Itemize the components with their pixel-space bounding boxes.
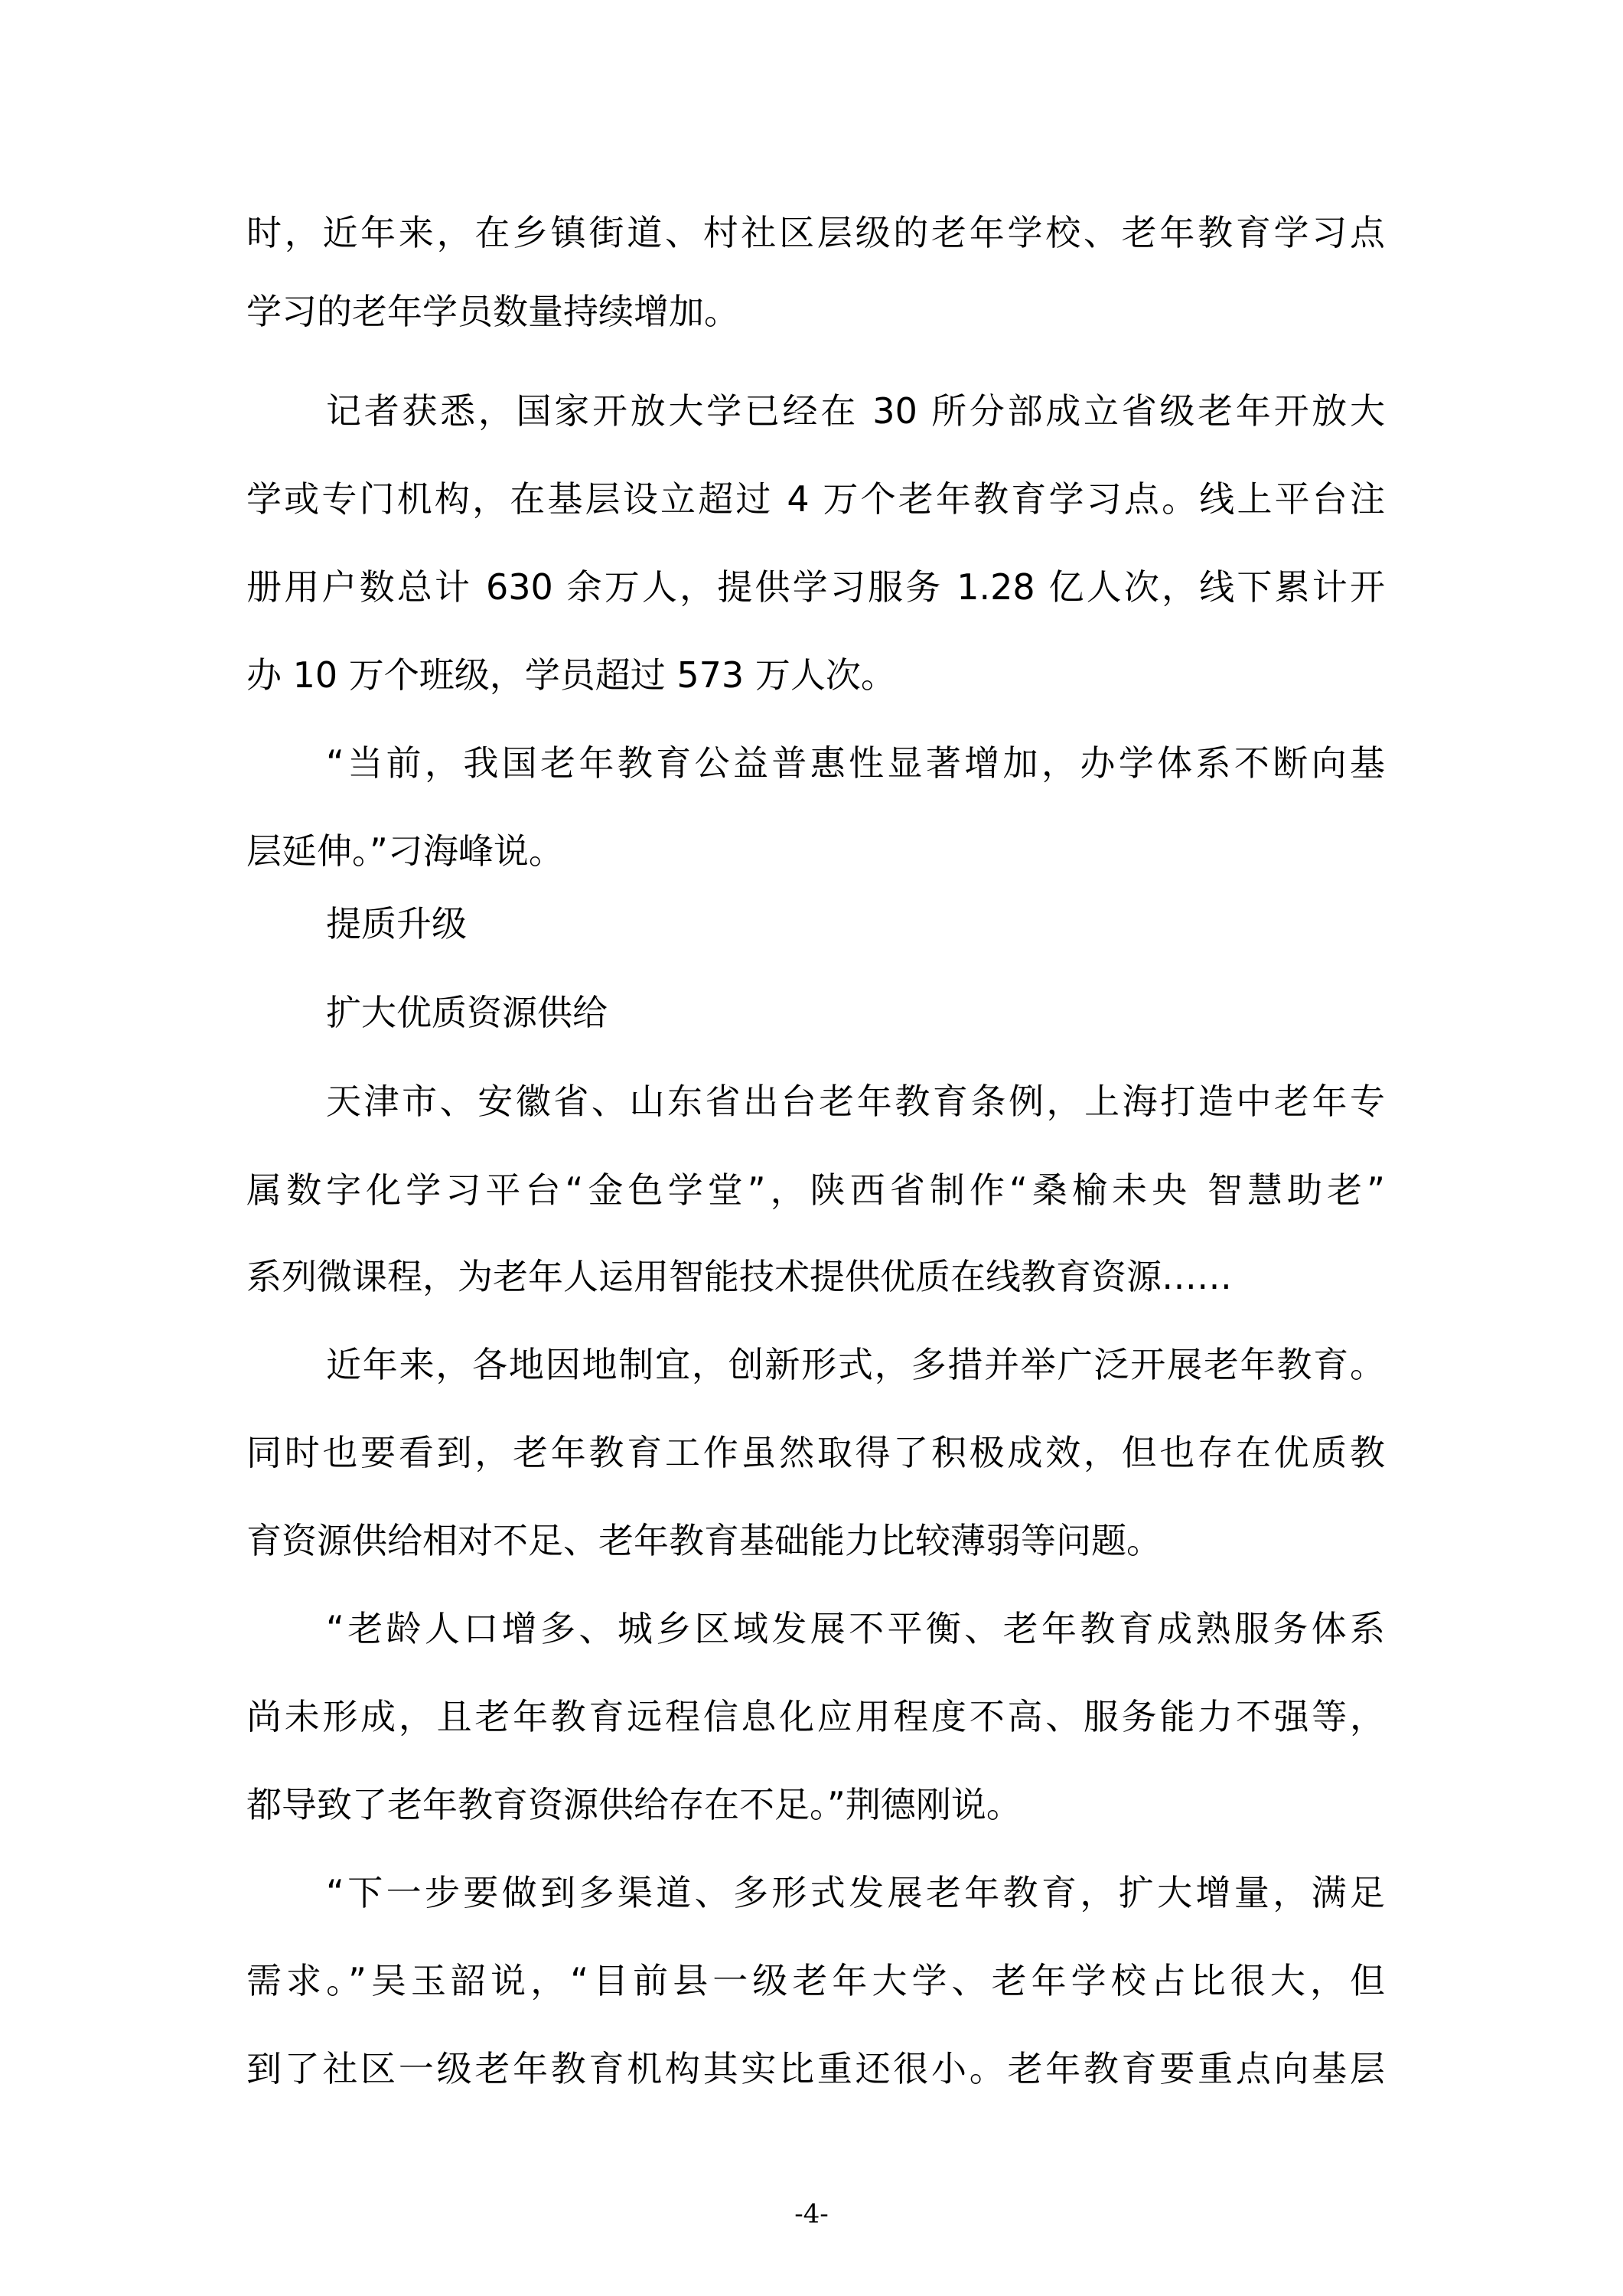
text-line-19: 都导致了老年教育资源供给存在不足。”荆德刚说。	[246, 1784, 1022, 1825]
section-heading: 提质升级	[326, 903, 467, 944]
text-line-16: 育资源供给相对不足、老年教育基础能力比较薄弱等问题。	[246, 1520, 1162, 1561]
text-line-21: 需求。”吴玉韶说，“目前县一级老年大学、老年学校占比很大，但	[246, 1960, 1385, 2001]
page-number: -4-	[794, 2199, 829, 2229]
text-line-5: 册用户数总计 630 余万人，提供学习服务 1.28 亿人次，线下累计开	[246, 566, 1385, 608]
text-line-6: 办 10 万个班级，学员超过 573 万人次。	[246, 654, 896, 696]
section-subheading: 扩大优质资源供给	[326, 992, 608, 1033]
text-line-15: 同时也要看到，老年教育工作虽然取得了积极成效，但也存在优质教	[246, 1432, 1385, 1473]
text-line-14: 近年来，各地因地制宜，创新形式，多措并举广泛开展老年教育。	[326, 1344, 1385, 1385]
text-line-13: 系列微课程，为老年人运用智能技术提供优质在线教育资源……	[246, 1256, 1232, 1297]
text-line-8: 层延伸。”刁海峰说。	[246, 830, 564, 872]
text-line-22: 到了社区一级老年教育机构其实比重还很小。老年教育要重点向基层	[246, 2048, 1385, 2089]
text-line-11: 天津市、安徽省、山东省出台老年教育条例，上海打造中老年专	[326, 1081, 1385, 1122]
text-line-1: 时，近年来，在乡镇街道、村社区层级的老年学校、老年教育学习点	[246, 212, 1385, 253]
text-line-17: “老龄人口增多、城乡区域发展不平衡、老年教育成熟服务体系	[326, 1608, 1385, 1649]
text-line-7: “当前，我国老年教育公益普惠性显著增加，办学体系不断向基	[326, 742, 1385, 784]
text-line-12: 属数字化学习平台“金色学堂”，陕西省制作“桑榆未央 智慧助老”	[246, 1169, 1385, 1211]
text-line-18: 尚未形成，且老年教育远程信息化应用程度不高、服务能力不强等，	[246, 1696, 1385, 1737]
text-line-4: 学或专门机构，在基层设立超过 4 万个老年教育学习点。线上平台注	[246, 478, 1385, 520]
text-line-3: 记者获悉，国家开放大学已经在 30 所分部成立省级老年开放大	[326, 390, 1385, 432]
text-line-2: 学习的老年学员数量持续增加。	[246, 291, 739, 332]
text-line-20: “下一步要做到多渠道、多形式发展老年教育，扩大增量，满足	[326, 1872, 1385, 1913]
